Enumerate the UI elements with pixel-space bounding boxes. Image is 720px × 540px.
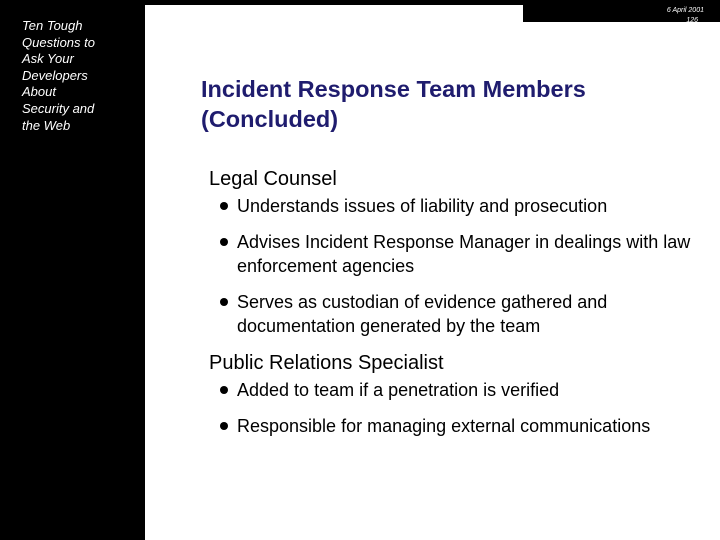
bullet-item <box>209 414 699 438</box>
bullet-dot-icon <box>220 422 228 430</box>
bullet-text: Added to team if a penetration is verified <box>237 380 560 400</box>
bullet-text: Advises Incident Response Manager in dealings with law enforcement agencies <box>237 232 691 276</box>
bullet-item <box>209 230 699 278</box>
bullet-dot-icon <box>220 298 228 306</box>
section-legal-counsel <box>209 166 699 338</box>
bullet-list <box>209 194 699 338</box>
bullet-list <box>209 378 699 438</box>
bullet-item <box>209 194 699 218</box>
bullet-text: Responsible for managing external communications <box>237 416 651 436</box>
bullet-text: Serves as custodian of evidence gathered and documentation generated by the team <box>237 292 608 336</box>
slide-title: Incident Response Team Members (Concluded) <box>201 76 586 132</box>
header-corner-box <box>523 5 720 22</box>
section-heading: Legal Counsel <box>209 168 337 190</box>
slide-page-number: 126 <box>686 17 698 24</box>
bullet-dot-icon <box>220 386 228 394</box>
bullet-dot-icon <box>220 238 228 246</box>
slide-body <box>209 166 699 450</box>
section-heading: Public Relations Specialist <box>209 352 444 374</box>
bullet-text: Understands issues of liability and prosecution <box>237 196 608 216</box>
bullet-item <box>209 378 699 402</box>
section-public-relations-specialist <box>209 350 699 438</box>
sidebar-course-title: Ten Tough Questions to Ask Your Developers About Security and the Web <box>22 18 95 133</box>
bullet-item <box>209 290 699 338</box>
slide-date: 6 April 2001 <box>666 7 704 14</box>
bullet-dot-icon <box>220 202 228 210</box>
